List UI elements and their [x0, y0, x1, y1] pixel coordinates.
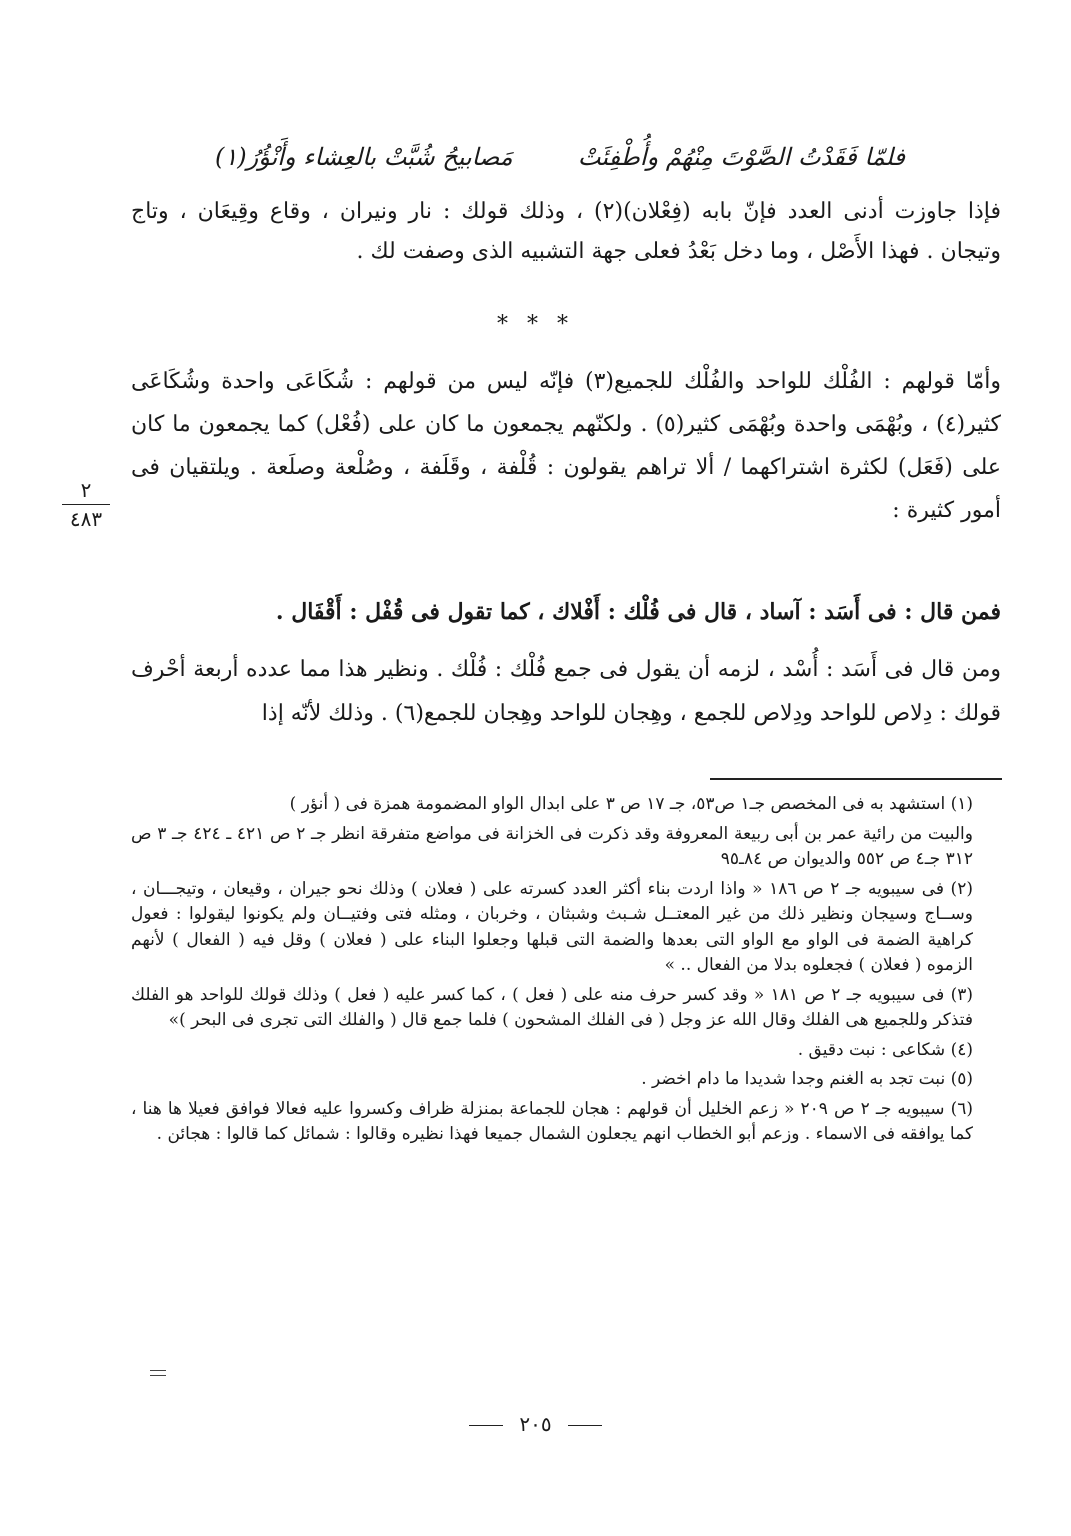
section-separator: * * * — [497, 312, 574, 337]
ornament-mark-2 — [150, 1375, 166, 1376]
paragraph-2: وأمّا قولهم : الفُلْك للواحد والفُلْك للجميع(٣) فإنّه ليس من قولهم : شُكَاعَى واحدة وشُكَاعَى كثير(٤) ، وبُهْمَى واحدة وبُهْمَى كثير(٥) . ولكنّهم يجمعون ما كان على (فُعْل) كما يجمعون ما كان على (فَعَل) لكثرة اشتراكهما / ألا تراهم يقولون : قُلْفة ، وقَلَفة ، وصُلْعة وصلَعة . ويلتقيان فى أمور كثيرة : — [131, 369, 1002, 523]
paragraph-4: ومن قال فى أَسَد : أُسْد ، لزمه أن يقول فى جمع فُلْك : فُلْك . ونظير هذا مما عدده أربعة أحْرف قولك : دِلاص للواحد ودِلاص للجمع ، وهِجان للواحد وهِجان للجمع(٦) . وذلك لأنّه إذا — [131, 657, 1001, 726]
marker-bottom: ٤٨٣ — [69, 507, 103, 531]
page-number-footer — [0, 1412, 1071, 1436]
marker-rule — [62, 504, 110, 505]
footnotes — [131, 792, 1001, 1152]
poetry-verse — [215, 135, 905, 179]
footnote-6: (٦) سيبويه جـ ٢ ص ٢٠٩ « زعم الخليل أن قولهم : هجان للجماعة بمنزلة ظراف وكسروا عليه فعالا فوافق فعيلا ها هنا ، كما يوافقه فى الاسماء . وزعم أبو الخطاب انهم يجعلون الشمال جميعا فهذا نظيره وقالوا : شمائل كما قالوا : هجائن . — [131, 1098, 973, 1144]
footnote-5: (٥) نبت تجد به الغنم وجدا شديدا ما دام اخضر . — [641, 1069, 973, 1089]
manuscript-page-marker — [58, 478, 114, 531]
footnote-divider — [710, 778, 1002, 780]
page-number: ٢٠٥ — [519, 1412, 552, 1436]
footnote-2: (٢) فى سيبويه جـ ٢ ص ١٨٦ « واذا اردت بناء أكثر العدد كسرته على ( فعلان ) وذلك نحو جيران ، وقيعان ، وتيجـــان ، وســاج وسيجان ونظير ذلك من غير المعتــل شـبث وشبثان ، وخربان ، ومثله فتى وفتيــان ولم يكونوا ليقولوا : فعول كراهية الضمة فى الواو مع الواو التى بعدها والضمة التى قبلها وجعلوا البناء على ( فعلان ) وقل فيه ( الفعال ) لأنهم الزموه ( فعلان ) فجعلوه بدلا من الفعال .. » — [131, 878, 973, 975]
verse-first-hemistich: فلمّا فَقَدْتُ الصَّوْتَ مِنْهُمْ وأُطْفِئَتْ — [577, 143, 905, 171]
ornament-mark — [150, 1370, 166, 1371]
marker-top: ٢ — [80, 478, 92, 502]
page-number-dash-left — [469, 1425, 503, 1426]
footnote-3: (٣) فى سيبويه جـ ٢ ص ١٨١ « وقد كسر حرف منه على ( فعل ) ، كما كسر عليه ( فعل ) وذلك قولك للواحد هو الفلك فتذكر وللجميع هى الفلك وقال الله عز وجل ( فى الفلك المشحون ) فلما جمع قال ( والفلك التى تجرى فى البحر )» — [131, 984, 973, 1030]
page-number-dash-right — [568, 1425, 602, 1426]
verse-second-hemistich: مَصابيحُ شُبَّتْ بالعِشاء وأَنْؤُرُ(١) — [215, 143, 513, 171]
paragraph-1: فإذا جاوزت أدنى العدد فإنّ بابه (فِعْلان)(٢) ، وذلك قولك : نار ونيران ، وقاع وقِيعَان ، وتاج وتيجان . فهذا الأَصْل ، وما دخل بَعْدُ فعلى جهة التشبيه الذى وصفت لك . — [131, 199, 1001, 264]
footnote-4: (٤) شكاعى : نبت دقيق . — [797, 1039, 973, 1060]
paragraph-3: فمن قال : فى أَسَد : آساد ، قال فى فُلْك : أَفْلاك ، كما تقول فى قُفْل : أَقْفَال . — [275, 599, 1001, 625]
footnote-1-continued: والبيت من رائية عمر بن أبى ربيعة المعروفة وقد ذكرت فى الخزانة فى مواضع متفرقة انظر جـ ٢ ص ٤٢١ ـ ٤٢٤ جـ ٣ ص ٣١٢ جـ٤ ص ٥٥٢ والديوان ص ٨٤ـ٩٥ — [131, 823, 973, 869]
footnote-1: (١) استشهد به فى المخصص جـ١ ص٥٣، جـ ١٧ ص ٣ على ابدال الواو المضمومة همزة فى ( أنؤر ) — [289, 794, 973, 814]
